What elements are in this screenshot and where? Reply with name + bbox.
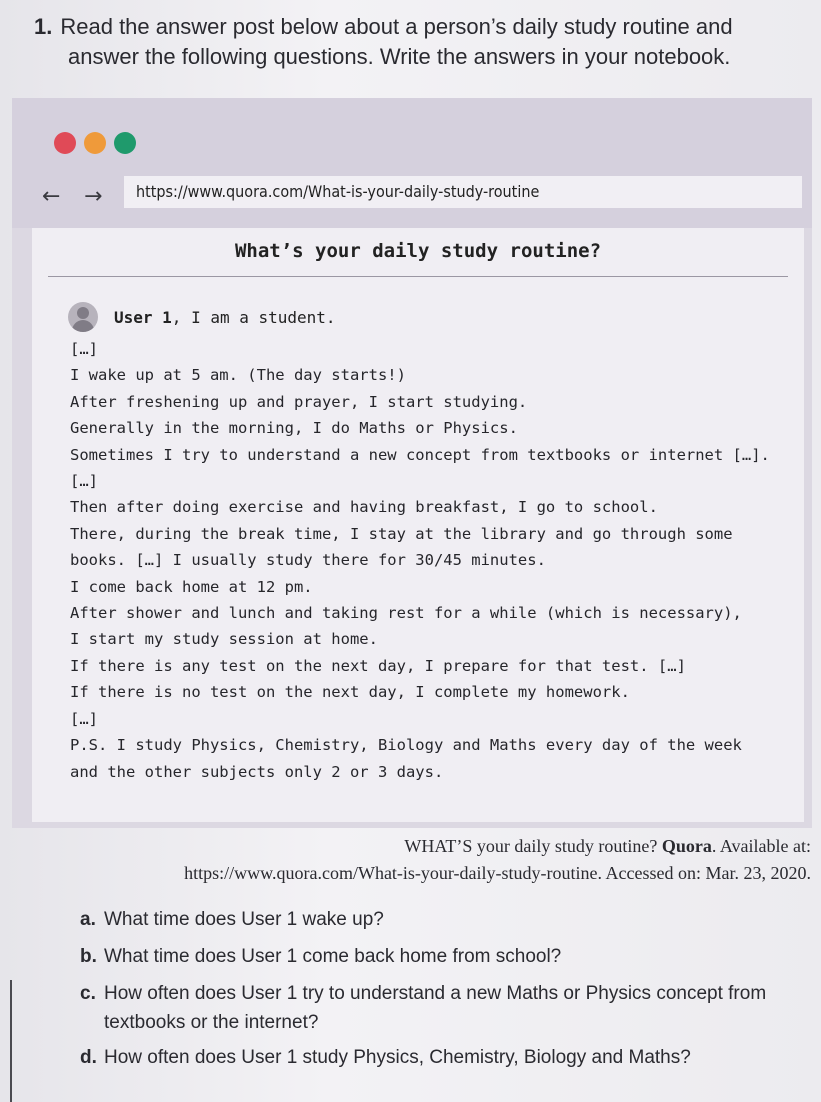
post-line: P.S. I study Physics, Chemistry, Biology and Maths every day of the week	[70, 736, 742, 755]
post-line: I wake up at 5 am. (The day starts!)	[70, 366, 406, 385]
question-text: What time does User 1 come back home from school?	[104, 946, 562, 967]
post-line: Then after doing exercise and having breakfast, I go to school.	[70, 498, 658, 517]
exercise-number: 1.	[34, 14, 53, 39]
user-name: User 1	[114, 308, 172, 327]
post-body	[70, 336, 790, 785]
question-text: How often does User 1 try to understand a new Maths or Physics concept from textbooks or the internet?	[104, 983, 767, 1033]
post-line: books. […] I usually study there for 30/45 minutes.	[70, 551, 546, 570]
address-bar: https://www.quora.com/What-is-your-daily-study-routine	[124, 176, 802, 208]
question-d	[80, 1043, 800, 1072]
user-avatar-icon	[68, 302, 98, 332]
post-line: Generally in the morning, I do Maths or Physics.	[70, 419, 518, 438]
question-a	[80, 905, 800, 934]
post-line: […]	[70, 472, 98, 491]
post-line: I start my study session at home.	[70, 630, 378, 649]
minimize-dot-icon	[84, 132, 106, 154]
post-content	[32, 228, 804, 822]
title-divider	[48, 276, 788, 277]
back-arrow-icon: ←	[42, 184, 61, 209]
citation-line-1	[21, 833, 811, 860]
post-line: Sometimes I try to understand a new concept from textbooks or internet […].	[70, 445, 770, 464]
margin-line	[10, 980, 12, 1102]
question-text: What time does User 1 wake up?	[104, 909, 384, 930]
exercise-line-2: answer the following questions. Write the answers in your notebook.	[68, 44, 731, 69]
citation-source: Quora	[661, 836, 712, 856]
question-text: How often does User 1 study Physics, Chemistry, Biology and Maths?	[104, 1047, 691, 1068]
post-line: I come back home at 12 pm.	[70, 577, 313, 596]
question-c	[80, 979, 800, 1037]
forward-arrow-icon: →	[84, 184, 103, 209]
exercise-instructions	[34, 12, 804, 72]
post-line: There, during the break time, I stay at the library and go through some	[70, 524, 733, 543]
maximize-dot-icon	[114, 132, 136, 154]
post-line: If there is no test on the next day, I complete my homework.	[70, 683, 630, 702]
post-line: If there is any test on the next day, I prepare for that test. […]	[70, 656, 686, 675]
post-line: After freshening up and prayer, I start studying.	[70, 392, 528, 411]
question-letter: d.	[80, 1047, 97, 1068]
question-letter: c.	[80, 983, 96, 1004]
question-list	[80, 905, 800, 1080]
close-dot-icon	[54, 132, 76, 154]
question-letter: b.	[80, 946, 97, 967]
post-title: What’s your daily study routine?	[234, 240, 602, 262]
citation-line-2: https://www.quora.com/What-is-your-daily-study-routine. Accessed on: Mar. 23, 2020.	[184, 863, 811, 883]
post-line: After shower and lunch and taking rest for a while (which is necessary),	[70, 604, 742, 623]
post-line: and the other subjects only 2 or 3 days.	[70, 762, 444, 781]
citation-text-end: . Available at:	[711, 836, 811, 856]
browser-window	[12, 98, 812, 828]
user-line	[114, 308, 336, 327]
exercise-line-1: Read the answer post below about a person’s daily study routine and	[60, 14, 733, 39]
citation	[21, 833, 811, 887]
post-line: […]	[70, 709, 98, 728]
question-letter: a.	[80, 909, 96, 930]
user-intro: , I am a student.	[171, 308, 336, 327]
post-line: […]	[70, 340, 98, 358]
browser-toolbar	[12, 98, 812, 228]
citation-text: WHAT’S your daily study routine?	[404, 836, 662, 856]
question-b	[80, 942, 800, 971]
